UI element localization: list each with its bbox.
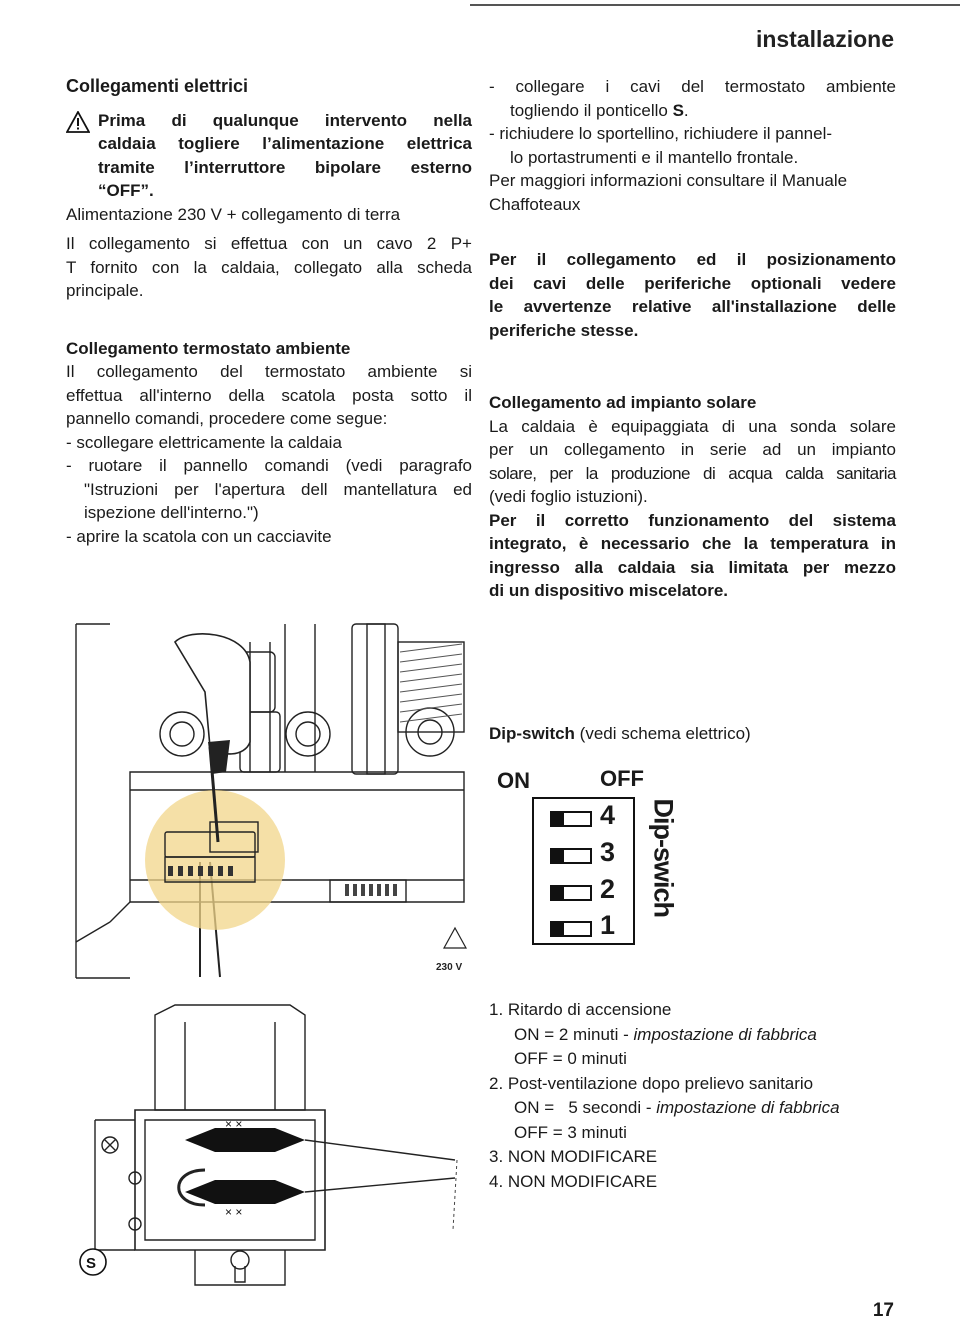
warning-line-2: caldaia togliere l’alimentazione elettrica <box>98 134 472 153</box>
step-connect-2: togliendo il ponticello S. <box>510 100 689 120</box>
solar-title: Collegamento ad impianto solare <box>489 393 757 412</box>
jumper-ref: S <box>672 100 684 120</box>
hand-shape <box>175 634 250 754</box>
boiler-illustration <box>70 622 470 982</box>
solar-note-2: integrato, è necessario che la temperatura in <box>489 534 896 553</box>
solar-text-1: La caldaia è equipaggiata di una sonda solare <box>489 416 896 436</box>
voltage-warning <box>436 928 466 973</box>
solar-text-2: per un collegamento in serie ad un impianto <box>489 440 896 459</box>
dip-item-4: 4. NON MODIFICARE <box>489 1171 658 1191</box>
dip-switch-3[interactable] <box>550 848 592 864</box>
warning-line-1: Prima di qualunque intervento nella <box>98 110 472 130</box>
solar-text-3: solare, per la produzione di acqua calda sanitaria <box>489 463 896 483</box>
junction-box-illustration <box>75 1000 475 1305</box>
dip-switch-2[interactable] <box>550 885 592 901</box>
step-disconnect: - scollegare elettricamente la caldaia <box>66 432 342 452</box>
thermostat-intro-2: effettua all'interno della scatola posta sotto il <box>66 385 472 405</box>
solar-note-3: ingresso alla caldaia sia limitata per mezzo <box>489 557 896 577</box>
thermostat-title: Collegamento termostato ambiente <box>66 338 351 358</box>
thermostat-intro-1: Il collegamento del termostato ambiente si <box>66 362 472 381</box>
peripherals-line-3: le avvertenze relative all'installazione delle <box>489 297 896 316</box>
electrical-title: Collegamenti elettrici <box>66 76 249 96</box>
dip-item-2-off: OFF = 3 minuti <box>514 1122 627 1142</box>
more-info-2: Chaffoteaux <box>489 194 581 214</box>
peripherals-line-4: periferiche stesse. <box>489 320 639 340</box>
dip-switch-block <box>532 797 635 945</box>
dip-on-label: ON <box>497 768 530 793</box>
solar-note-4: di un dispositivo miscelatore. <box>489 581 728 600</box>
dip-num-3: 3 <box>600 837 616 867</box>
solar-text-4: (vedi foglio istuzioni). <box>489 487 648 506</box>
dip-side-label: Dip-swich <box>648 798 679 918</box>
svg-text:× ×: × × <box>225 1205 243 1219</box>
peripherals-line-1: Per il collegamento ed il posizionamento <box>489 250 896 269</box>
dip-item-1: 1. Ritardo di accensione <box>489 1000 672 1019</box>
cable-line-3: principale. <box>66 281 144 300</box>
thermostat-intro-3: pannello comandi, procedere come segue: <box>66 409 388 428</box>
right-column <box>489 75 896 603</box>
dip-num-2: 2 <box>600 874 616 904</box>
step-rotate-3: ispezione dell'interno.") <box>84 503 259 522</box>
left-column <box>66 75 472 548</box>
frame-left-edge <box>76 624 130 978</box>
step-connect-1: - collegare i cavi del termostato ambiente <box>489 77 896 96</box>
cable-line-1: Il collegamento si effettua con un cavo 2 P+ <box>66 234 472 253</box>
solar-note-1: Per il corretto funzionamento del sistema <box>489 510 896 530</box>
warning-block <box>66 109 472 203</box>
dip-settings-list <box>489 998 899 1194</box>
step-rotate-1: - ruotare il pannello comandi (vedi paragrafo <box>66 456 472 475</box>
step-close-1: - richiudere lo sportellino, richiudere il pannel- <box>489 124 833 143</box>
more-info-1: Per maggiori informazioni consultare il Manuale <box>489 171 848 190</box>
peripherals-line-2: dei cavi delle periferiche optionali vedere <box>489 273 896 293</box>
warning-icon <box>66 111 90 133</box>
warning-line-3: tramite l’interruttore bipolare esterno <box>98 157 472 177</box>
cable-line-2: T fornito con la caldaia, collegato alla scheda <box>66 257 472 277</box>
section-title: installazione <box>755 26 894 52</box>
header-rule <box>470 4 960 6</box>
step-close-2: lo portastrumenti e il mantello frontale. <box>510 147 799 167</box>
warning-line-4: “OFF”. <box>98 181 154 200</box>
dip-caption: Dip-switch (vedi schema elettrico) <box>489 724 751 743</box>
step-open-box: - aprire la scatola con un cacciavite <box>66 526 332 546</box>
dip-item-2: 2. Post-ventilazione dopo prelievo sanitario <box>489 1073 814 1093</box>
svg-text:× ×: × × <box>225 1117 243 1131</box>
voltage-label: 230 V <box>436 962 463 973</box>
page-number: 17 <box>872 1300 894 1321</box>
peripherals-note <box>489 248 896 342</box>
dip-item-1-on: ON = 2 minuti - impostazione di fabbrica <box>514 1024 817 1044</box>
dip-switch-1[interactable] <box>550 921 592 937</box>
dip-num-1: 1 <box>600 910 616 940</box>
dip-item-1-off: OFF = 0 minuti <box>514 1049 627 1068</box>
step-rotate-2: "Istruzioni per l'apertura dell mantellatura ed <box>84 479 472 499</box>
jumper-s-label: S <box>86 1255 97 1272</box>
dip-off-label: OFF <box>600 766 644 791</box>
power-line: Alimentazione 230 V + collegamento di terra <box>66 204 401 224</box>
dip-num-4: 4 <box>600 800 616 830</box>
dip-item-3: 3. NON MODIFICARE <box>489 1147 658 1166</box>
dip-switch-4[interactable] <box>550 811 592 827</box>
dip-item-2-on: ON = 5 secondi - impostazione di fabbrica <box>514 1098 840 1117</box>
